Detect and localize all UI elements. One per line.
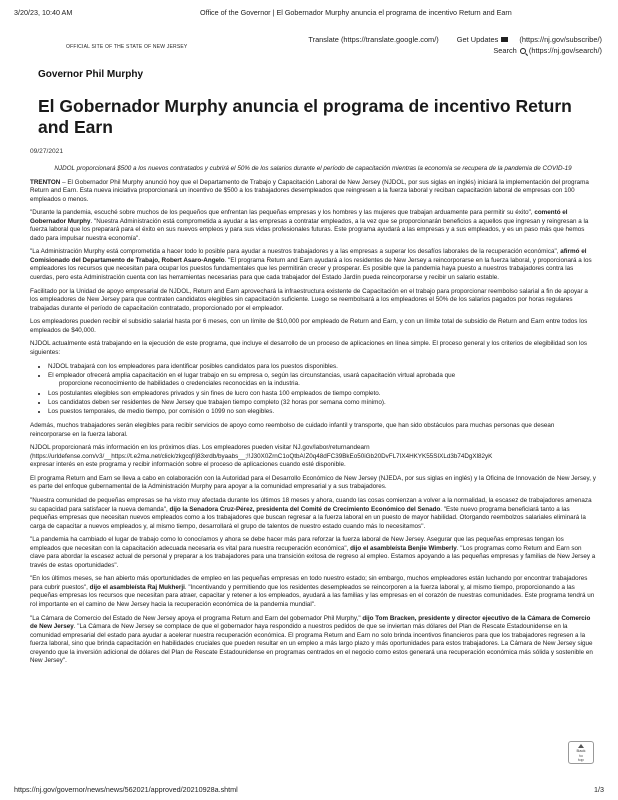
- page-url: https://nj.gov/governor/news/news/562021/approved/20210928a.shtml: [14, 785, 238, 794]
- quote-text: . "Incentivando y permitiendo que los residentes desempleados se reincorporen a la fuerza laboral y, al mismo tiempo, proporcionando a las pequeñas empresas los recursos que necesitan para atraer, capacitar y retener a los empleados, ayudará a las familias y las empresas en el corazón de nuestras comunidades. Este programa tendrá un rol importante en el camino de New Jersey hacia la recuperación económica de la pandemia mundial".: [30, 583, 595, 608]
- quote-text: "Durante la pandemia, escuché sobre muchos de los pequeños que enfrentan las pequeñas empresas y los hombres y las mujeres que trabajan arduamente para permitir su éxito",: [30, 209, 535, 217]
- list-item: [48, 390, 596, 399]
- page-number: 1/3: [594, 785, 604, 794]
- list-item-text: proporcione reconocimiento de habilidades o credenciales reconocidas en la industria.: [59, 380, 300, 388]
- official-site-label: OFFICIAL SITE OF THE STATE OF NEW JERSEY: [66, 44, 188, 50]
- print-header: [14, 8, 604, 20]
- list-item-text: • El empleador ofrecerá amplia capacitación en el lugar trabajo en su empresa o, según las circunstancias, usará capacitación virtual aprobada que: [48, 371, 456, 379]
- list-item: [48, 363, 596, 372]
- search-icon: [520, 48, 526, 54]
- quote-text: "Nuestra comunidad de pequeñas empresas se ha visto muy afectada durante los últimos 18 meses y ahora, cuando las cosas comienzan a volver a la normalidad, la escasez de trabajadores amenaza su capacidad para satisfacer la nueva demanda",: [30, 497, 592, 513]
- back-to-top-label: top: [578, 757, 584, 762]
- search-url: (https://nj.gov/search/): [528, 46, 602, 55]
- get-updates-label: Get Updates: [456, 35, 499, 44]
- quote-attribution: dijo el asambleísta Benjie Wimberly: [350, 544, 457, 552]
- list-item-text: • Los postulantes elegibles son empleadores privados y sin fines de lucro con hasta 100 empleados de tiempo completo.: [48, 389, 381, 397]
- back-to-top-label: Back: [576, 748, 586, 753]
- quote-attribution: dijo la Senadora Cruz-Pérez, presidenta del Comité de Crecimiento Económico del Senado: [169, 505, 441, 513]
- paragraph-3: [30, 248, 596, 282]
- eligibility-list: [48, 363, 596, 417]
- article-subhead: NJDOL proporcionará $500 a los nuevos contratados y cubrirá el 50% de los salarios durante el período de capacitación mientras la economía se recupera de la pandemia de COVID-19: [54, 165, 572, 172]
- list-item: [48, 408, 596, 417]
- paragraph-10: [30, 497, 596, 531]
- paragraph-1: [30, 179, 596, 205]
- returnandearn-link[interactable]: (https://urldefense.com/v3/__https://t.e2ma.net/click/zkgcqf/j83xrdb/byaabs__;!!J30X0ZrnC1oQtbA!Z0q48dFC39BkEo50iGb20DvFL7IX4HKYK55SIXLd3b74DgXl82yK: [30, 452, 493, 460]
- quote-text: . "El programa Return and Earn ayudará a los residentes de New Jersey a reincorporarse en la fuerza laboral, y proporcionará a los empleadores los recursos que necesitan para ocupar los puestos fundamentales que les permitirán crecer y prosperar. Es posible que la pandemia haya puesto a nuestros trabajadores contra las cuerdas, pero esta Administración cuenta con las herramientas necesarias para que cada trabajador del Estado Jardín pueda reincorporarse y recibir un salario estable.: [30, 256, 592, 281]
- search-link[interactable]: [493, 46, 602, 55]
- paragraph-8-text: NJDOL proporcionará más información en los próximos días. Los empleadores pueden visitar NJ.gov/labor/returnandearn: [30, 444, 370, 452]
- quote-text: . "La Cámara de New Jersey se complace de que el gobernador haya respondido a nuestros pedidos de que se inviertan más dólares del Plan de Rescate Estadounidense en la comunidad empresarial del estado para ayudar a acelerar nuestra recuperación económica. El programa Return and Earn no solo brinda incentivos financieros para que los trabajadores regresen a la fuerza laboral, sino que brinda capacitación en habilidades cruciales que pueden resultar en un empleo a más largo plazo y más oportunidades para estos trabajadores. La Cámara de New Jersey sigue creyendo que la inversión adicional de dólares del Plan de Rescate Estadounidense en programas centrados en el negocio como estos generará una recuperación económica más sólida y sostenible en New Jersey".: [30, 623, 593, 665]
- quote-text: "En los últimos meses, se han abierto más oportunidades de empleo en las pequeñas empresas en todo nuestro estado; sin embargo, muchos empleadores están luchando por encontrar trabajadores para cubrir puestos",: [30, 575, 588, 591]
- back-to-top-label: to: [579, 752, 583, 758]
- article-body: [30, 165, 596, 671]
- paragraph-4: Facilitado por la Unidad de apoyo empresarial de NJDOL, Return and Earn aprovechará la infraestructura existente de Capacitación en el trabajo para proporcionar reembolso salarial a fin de apoyar a los empleadores de New Jersey para que contraten candidatos elegibles sin capacitación suficiente. Luego se reembolsará a los empleadores el 50% de los salarios pagados por horas regulares trabajadas durante el período de capacitación contratado, proporcionado por el empleador.: [30, 287, 588, 312]
- print-date: 3/20/23, 10:40 AM: [14, 8, 73, 17]
- quote-text: "La Administración Murphy está comprometida a hacer todo lo posible para ayudar a nuestros trabajadores y a las empresas a superar los desafíos laborales de la recuperación económica",: [30, 248, 561, 256]
- paragraph-1-text: – El Gobernador Phil Murphy anunció hoy que el Departamento de Trabajo y Capacitación Laboral de New Jersey (NJDOL, por sus siglas en inglés) iniciará la implementación del programa Return and Earn. Esta nueva iniciativa proporcionará un incentivo de $500 a los trabajadores desempleados que reingresen a la fuerza laboral y reciban capacitación laboral de empresas con 100 empleados o menos.: [30, 178, 589, 203]
- paragraph-12: [30, 575, 596, 609]
- site-brand[interactable]: Governor Phil Murphy: [38, 69, 144, 80]
- quote-attribution: comentó el Gobernador Murphy: [30, 209, 568, 225]
- list-item-text: • Los puestos temporales, de medio tiempo, por comisión o 1099 no son elegibles.: [48, 408, 275, 416]
- paragraph-8-text: expresar interés en este programa y recibir información sobre el proceso de aplicaciones cuando esté disponible.: [30, 461, 346, 469]
- quote-text: . "Este nuevo programa beneficiará tanto a las pequeñas empresas que necesitan nuevos empleados como a los trabajadores que buscan regresar a la fuerza laboral en un puesto de mayor habilidad. Otorgando reembolzos salariales eliminará la carga de capacitar a nuevos empleados y, al mismo tiempo, desarrollará el grupo de talentos de nuestro estado cuando más lo necesitamos".: [30, 505, 586, 530]
- top-navigation: [242, 34, 602, 56]
- print-footer: [14, 785, 604, 797]
- article-headline: El Gobernador Murphy anuncia el programa de incentivo Return and Earn: [38, 96, 572, 137]
- dateline: TRENTON: [30, 178, 61, 186]
- quote-attribution: dijo Tom Bracken, presidente y director ejecutivo de la Cámara de Comercio de New Jersey: [30, 614, 591, 631]
- list-item: [48, 399, 596, 408]
- envelope-icon: [501, 37, 508, 42]
- search-label: Search: [493, 46, 517, 55]
- print-page-title: Office of the Governor | El Gobernador Murphy anuncia el programa de incentivo Return and Earn: [200, 8, 512, 17]
- paragraph-9: El programa Return and Earn se lleva a cabo en colaboración con la Autoridad para el Desarrollo Económico de New Jersey (NJEDA, por sus siglas en inglés) y la Oficina de Innovación de New Jersey, y es parte del enfoque gubernamental de la Administración Murphy para apoyar a la comunidad empresarial y a sus trabajadores.: [30, 474, 596, 491]
- quote-attribution: afirmó el Comisionado del Departamento de Trabajo, Robert Asaro-Angelo: [30, 248, 587, 264]
- list-item-text: • NJDOL trabajará con los empleadores para identificar posibles candidatos para los puestos disponibles.: [48, 362, 338, 370]
- quote-text: . "Los programas como Return and Earn son clave para abordar la escasez actual de personal y preparar a los trabajadores para una transición exitosa de regreso al empleo. Estamos apoyando a las pequeñas empresas y familias de New Jersey a través de estas oportunidades".: [30, 544, 596, 569]
- paragraph-11: [30, 536, 596, 570]
- list-item: [48, 372, 596, 389]
- publish-date: 09/27/2021: [30, 148, 64, 155]
- translate-link[interactable]: Translate (https://translate.google.com/): [308, 35, 439, 44]
- quote-text: "La Cámara de Comercio del Estado de New Jersey apoya el programa Return and Earn del gobernador Phil Murphy,": [30, 614, 363, 622]
- quote-text: "La pandemia ha cambiado el lugar de trabajo como lo conocíamos y ahora se debe hacer más para reforzar la fuerza laboral de New Jersey. Asegurar que las pequeñas empresas tengan los empleados que necesitan con la capacitación adecuada necesaria es vital para nuestra recuperación económica",: [30, 536, 564, 552]
- get-updates-url: (https://nj.gov/subscribe/): [519, 35, 602, 44]
- paragraph-5: Los empleadores pueden recibir el subsidio salarial hasta por 6 meses, con un límite de $10,000 por empleado de Return and Earn, y con un límite total de subsidio de Return and Earn entre todos los empleados de $40,000.: [30, 318, 588, 334]
- back-to-top-button[interactable]: [568, 741, 594, 764]
- paragraph-13: [30, 615, 596, 666]
- quote-attribution: dijo el asambleísta Raj Mukherji: [89, 583, 185, 591]
- paragraph-2: [30, 209, 596, 243]
- get-updates-link[interactable]: [449, 35, 602, 44]
- paragraph-7: Además, muchos trabajadores serán elegibles para recibir servicios de apoyo como reembolso de cuidado infantil y transporte, que han sido obstáculos para muchas personas que desean reincorporarse en la fuerza laboral.: [30, 422, 555, 438]
- paragraph-6: NJDOL actualmente está trabajando en la ejecución de este programa, que incluye el desarrollo de un proceso de aplicaciones en línea simple. El proceso general y los criterios de elegibilidad son los siguientes:: [30, 340, 588, 356]
- quote-text: . "Nuestra Administración está comprometida a ayudar a las empresas a contratar empleados, a la vez que se proporcionarán beneficios a aquellos que ingresan y reingresan a la fuerza laboral que los preparará para el éxito en sus nuevos empleos y para sus vidas profesionales futuras. Este programa ayudará a las empresas y a sus empleados, y es un paso más que hemos dado para impulsar nuestra economía".: [30, 217, 589, 242]
- list-item-text: • Los candidatos deben ser residentes de New Jersey que trabajen tiempo completo (32 horas por semana como mínimo).: [48, 399, 386, 407]
- paragraph-8: [30, 444, 596, 470]
